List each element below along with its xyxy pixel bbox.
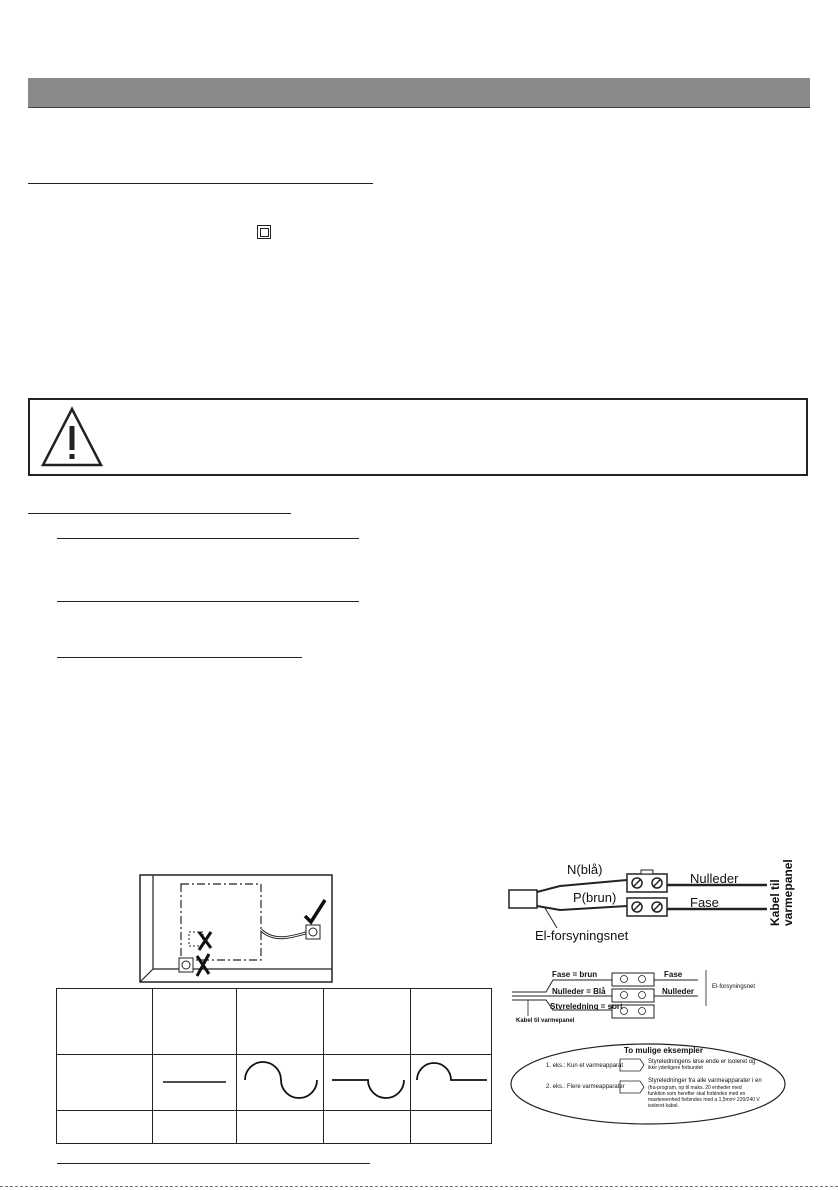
supply-network-label: El-forsyningsnet [535,928,629,943]
cable-label-line2: varmepanel [781,859,795,926]
subheading-underline-3 [57,657,302,658]
double-insulation-icon [257,225,271,239]
table-cell [57,1111,153,1144]
table-cell [324,1111,411,1144]
waveform-negative-cell [324,1055,411,1111]
warning-box [28,398,808,476]
wiring-diagram-1 [505,858,795,948]
kabel-til-varmepanel-label: Kabel til varmepanel [516,1018,575,1024]
example2-text-line2: (fra-program, op til maks. 20 enheder med [648,1085,742,1091]
nulleder-bla-label: Nulleder = Blå [552,987,606,996]
full-sine-waveform [237,1055,323,1105]
section-header-bar [28,78,810,108]
example2-text-line1: Styreledninger fra alle varmeapparater i en [648,1078,762,1084]
positive-halfwave-waveform [411,1055,491,1105]
socket-placement-figure [139,874,333,984]
table-cell [411,989,492,1055]
cable-to-panel-label [769,856,795,926]
subheading-underline-2 [57,601,359,602]
examples-title: To mulige eksempler [624,1046,703,1055]
subheading-underline-4 [57,1163,370,1164]
table-cell [411,1111,492,1144]
table-cell [237,1111,324,1144]
heading-underline-1 [28,183,373,184]
waveform-full-cell [237,1055,324,1111]
example1-text-line1: Styreledningens løse ende er isoleret og [648,1059,756,1065]
wiring-diagram-2 [508,966,788,1126]
negative-halfwave-waveform [324,1055,410,1105]
el-forsyningsnet-label: El-forsyningsnet [712,984,756,990]
waveform-off-cell [153,1055,237,1111]
table-cell [57,1055,153,1111]
example2-text-line5: isoleret kabel. [648,1103,679,1109]
page-edge-line [0,1186,838,1187]
neutral-conductor-label: Nulleder [690,871,739,886]
example2-label: 2. eks.: Flere varmeapparater [546,1084,625,1090]
table-cell [57,989,153,1055]
flat-line-waveform [153,1055,236,1105]
example2-text-line4: mastereenhed forbindes med a 1,5mm² 220/240 V [648,1097,760,1103]
table-cell [324,989,411,1055]
table-cell [237,989,324,1055]
styreledning-sort-label: Styreledning = sort [550,1002,623,1011]
pilot-wire-signal-table [56,988,492,1144]
heading-underline-2 [28,513,291,514]
nulleder-label: Nulleder [662,987,695,996]
fase-brun-label: Fase = brun [552,970,598,979]
example1-label: 1. eks.: Kun et varmeapparat [546,1063,624,1069]
example2-text-line3: funktion som herefter skal forbindes med en [648,1091,746,1097]
table-cell [153,989,237,1055]
subheading-underline-1 [57,538,359,539]
example1-text-line2: ikke yderligere forbundet [648,1065,703,1071]
neutral-wire-label: N(blå) [567,862,603,877]
phase-wire-label: P(brun) [573,890,617,905]
cable-label-line1: Kabel til [768,879,782,926]
phase-conductor-label: Fase [690,895,719,910]
table-cell [153,1111,237,1144]
waveform-positive-cell [411,1055,492,1111]
fase-label: Fase [664,970,683,979]
warning-triangle-icon [40,406,104,468]
